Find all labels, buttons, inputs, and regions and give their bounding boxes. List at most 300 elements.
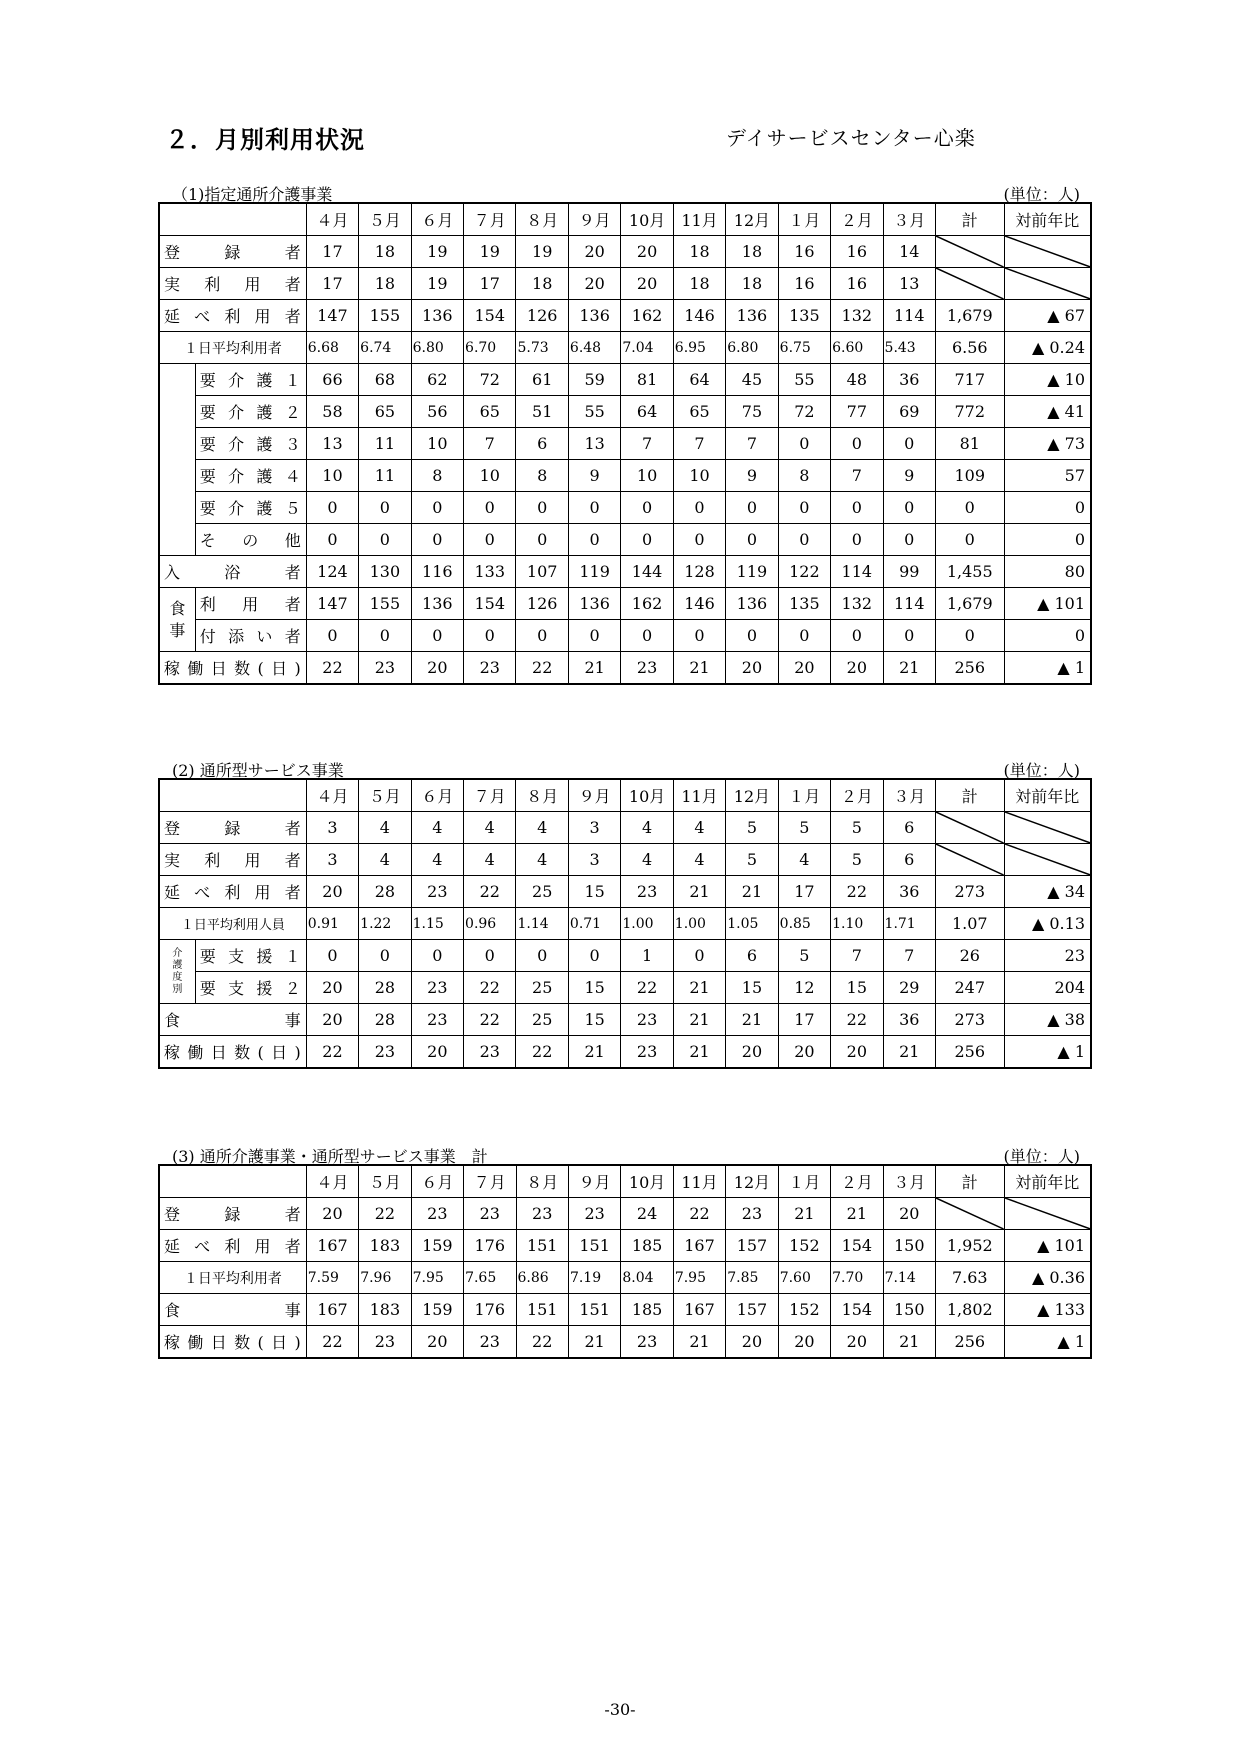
data-cell: 144 <box>621 556 673 588</box>
data-cell: 15 <box>568 972 620 1004</box>
data-cell: 273 <box>935 876 1004 908</box>
column-header: 対前年比 <box>1004 1165 1091 1198</box>
data-cell: 19 <box>516 236 568 268</box>
column-header: ２月 <box>831 779 883 812</box>
data-cell: 133 <box>464 556 516 588</box>
data-cell: 0 <box>411 524 463 556</box>
data-cell: 20 <box>306 1198 358 1230</box>
data-cell: 3 <box>306 812 358 844</box>
data-cell: 1.15 <box>411 908 463 940</box>
data-cell: 0 <box>673 620 725 652</box>
data-cell: 21 <box>673 972 725 1004</box>
data-cell: 14 <box>883 236 935 268</box>
data-cell: 146 <box>673 300 725 332</box>
data-cell: 20 <box>411 1326 463 1359</box>
data-cell: 0 <box>568 620 620 652</box>
data-cell: ▲ 1 <box>1004 652 1091 685</box>
column-header: １月 <box>778 779 830 812</box>
data-cell: 23 <box>359 652 411 685</box>
data-cell: 23 <box>464 1036 516 1069</box>
empty-diagonal-cell <box>936 1198 1005 1230</box>
row-label: 要支援１ <box>195 940 306 972</box>
row-label: 稼働日数(日) <box>159 1326 306 1359</box>
column-header: ６月 <box>411 203 463 236</box>
row-label: 実 利 用 者 <box>159 844 306 876</box>
row-label: 食 事 <box>159 1294 306 1326</box>
care-level-group-label <box>159 940 195 1004</box>
data-cell: 21 <box>568 1036 620 1069</box>
data-cell: ▲ 41 <box>1004 396 1091 428</box>
row-days <box>159 652 1091 685</box>
header-row <box>159 779 1091 812</box>
data-cell: 0 <box>464 940 516 972</box>
row-label: 実 利 用 者 <box>159 268 306 300</box>
column-header: ９月 <box>568 779 620 812</box>
row-care4 <box>159 460 1091 492</box>
row-label: 延べ利用者 <box>159 1230 306 1262</box>
data-cell: ▲ 1 <box>1004 1326 1091 1359</box>
data-cell: 75 <box>726 396 778 428</box>
empty-diagonal-cell <box>1004 812 1091 844</box>
data-cell: 0 <box>778 492 830 524</box>
data-cell: 167 <box>306 1230 358 1262</box>
row-avg <box>159 1262 1091 1294</box>
data-cell: 0 <box>568 492 620 524</box>
data-cell: 1.22 <box>359 908 411 940</box>
data-cell: 0 <box>359 620 411 652</box>
data-cell: 72 <box>778 396 830 428</box>
data-cell: 126 <box>516 588 568 620</box>
column-header: １月 <box>778 203 830 236</box>
data-cell: 7.70 <box>831 1262 883 1294</box>
data-cell: 4 <box>464 812 516 844</box>
row-label: １日平均利用者 <box>159 332 306 364</box>
data-cell: 21 <box>673 1036 725 1069</box>
data-cell: 21 <box>568 1326 620 1359</box>
data-cell: 80 <box>1004 556 1091 588</box>
data-cell: 116 <box>411 556 463 588</box>
data-cell: 136 <box>726 588 778 620</box>
data-cell: 7.96 <box>359 1262 411 1294</box>
data-cell: 55 <box>778 364 830 396</box>
section-heading: ２．月別利用状況 <box>165 126 365 154</box>
data-cell: 1 <box>621 940 673 972</box>
data-cell: 22 <box>359 1198 411 1230</box>
column-header: ３月 <box>883 1165 935 1198</box>
data-cell: 18 <box>516 268 568 300</box>
data-cell: ▲ 10 <box>1004 364 1091 396</box>
data-cell: 7.19 <box>568 1262 620 1294</box>
data-cell: 57 <box>1004 460 1091 492</box>
column-header: 12月 <box>726 1165 778 1198</box>
data-cell: 1,952 <box>936 1230 1005 1262</box>
data-cell: 17 <box>464 268 516 300</box>
row-tourokusha <box>159 236 1091 268</box>
data-cell: 21 <box>726 876 778 908</box>
data-cell: 0 <box>411 492 463 524</box>
data-cell: 0 <box>831 428 883 460</box>
column-header: 12月 <box>726 779 778 812</box>
data-cell: 0 <box>306 620 358 652</box>
data-cell: ▲ 1 <box>1004 1036 1091 1069</box>
data-cell: 0 <box>831 620 883 652</box>
data-cell: 0 <box>726 620 778 652</box>
data-cell: 7.63 <box>936 1262 1005 1294</box>
data-cell: 55 <box>568 396 620 428</box>
data-cell: 65 <box>464 396 516 428</box>
data-cell: 185 <box>621 1294 673 1326</box>
data-cell: 135 <box>778 588 830 620</box>
data-cell: 185 <box>621 1230 673 1262</box>
data-cell: 0 <box>568 940 620 972</box>
data-cell: 132 <box>831 588 883 620</box>
row-label: １日平均利用人員 <box>159 908 306 940</box>
data-cell: 23 <box>359 1036 411 1069</box>
data-cell: 22 <box>831 876 883 908</box>
data-cell: 22 <box>306 1036 358 1069</box>
data-cell: 1.10 <box>831 908 883 940</box>
column-header: ５月 <box>359 779 411 812</box>
data-cell: 17 <box>778 876 830 908</box>
data-cell: 21 <box>883 652 935 685</box>
row-label: 稼働日数(日) <box>159 1036 306 1069</box>
data-cell: 155 <box>359 300 411 332</box>
data-cell: 7.95 <box>673 1262 725 1294</box>
row-label: 利 用 者 <box>195 588 306 620</box>
care-level-group-cell <box>159 364 195 556</box>
data-cell: 6.56 <box>935 332 1004 364</box>
data-cell: 6.68 <box>306 332 358 364</box>
data-cell: 114 <box>883 300 935 332</box>
column-header: ７月 <box>464 779 516 812</box>
row-days <box>159 1326 1091 1359</box>
data-cell: 15 <box>568 876 620 908</box>
data-cell: 7.04 <box>621 332 673 364</box>
data-cell: 159 <box>411 1294 463 1326</box>
data-cell: 0.91 <box>306 908 358 940</box>
data-cell: 3 <box>568 812 620 844</box>
column-header: 10月 <box>621 203 673 236</box>
table1-section <box>158 182 1092 685</box>
data-cell: 0 <box>778 428 830 460</box>
column-header: ７月 <box>464 203 516 236</box>
data-cell: 1.14 <box>516 908 568 940</box>
data-cell: 8.04 <box>621 1262 673 1294</box>
column-header: ９月 <box>568 203 620 236</box>
data-cell: 6.74 <box>359 332 411 364</box>
data-cell: 23 <box>411 1004 463 1036</box>
data-cell: 8 <box>516 460 568 492</box>
data-cell: 9 <box>726 460 778 492</box>
data-cell: 22 <box>516 1036 568 1069</box>
table2 <box>158 778 1092 1069</box>
data-cell: 0 <box>935 524 1004 556</box>
data-cell: 176 <box>464 1294 516 1326</box>
column-header: ６月 <box>411 779 463 812</box>
table3-section <box>158 1144 1092 1359</box>
data-cell: ▲ 133 <box>1004 1294 1091 1326</box>
data-cell: 23 <box>1004 940 1091 972</box>
data-cell: 4 <box>411 812 463 844</box>
data-cell: 4 <box>673 812 725 844</box>
data-cell: 20 <box>726 652 778 685</box>
data-cell: 62 <box>411 364 463 396</box>
data-cell: 28 <box>359 972 411 1004</box>
data-cell: 22 <box>306 1326 358 1359</box>
data-cell: 36 <box>883 1004 935 1036</box>
data-cell: 66 <box>306 364 358 396</box>
column-header: ４月 <box>306 1165 358 1198</box>
column-header: ３月 <box>883 779 935 812</box>
row-jitsuriyo <box>159 844 1091 876</box>
data-cell: 8 <box>411 460 463 492</box>
data-cell: 5 <box>831 844 883 876</box>
data-cell: 157 <box>726 1230 778 1262</box>
data-cell: 6.95 <box>673 332 725 364</box>
data-cell: 18 <box>673 268 725 300</box>
data-cell: 1.00 <box>673 908 725 940</box>
data-cell: 6 <box>883 812 935 844</box>
data-cell: 19 <box>411 236 463 268</box>
row-days <box>159 1036 1091 1069</box>
data-cell: 107 <box>516 556 568 588</box>
row-label: 登 録 者 <box>159 1198 306 1230</box>
row-nobe <box>159 876 1091 908</box>
data-cell: 3 <box>568 844 620 876</box>
data-cell: 23 <box>464 1326 516 1359</box>
data-cell: 135 <box>778 300 830 332</box>
data-cell: 1.07 <box>935 908 1004 940</box>
data-cell: 23 <box>621 1036 673 1069</box>
data-cell: 5.43 <box>883 332 935 364</box>
data-cell: 20 <box>778 652 830 685</box>
data-cell: 114 <box>831 556 883 588</box>
data-cell: 1,679 <box>935 300 1004 332</box>
row-meal-attendant <box>159 620 1091 652</box>
data-cell: 4 <box>359 844 411 876</box>
data-cell: 0 <box>568 524 620 556</box>
table2-unit: (単位：人) <box>1003 761 1080 780</box>
data-cell: 69 <box>883 396 935 428</box>
data-cell: 0 <box>359 940 411 972</box>
column-header: ３月 <box>883 203 935 236</box>
empty-diagonal-cell <box>1004 844 1091 876</box>
data-cell: 159 <box>411 1230 463 1262</box>
data-cell: 56 <box>411 396 463 428</box>
data-cell: 6.60 <box>831 332 883 364</box>
data-cell: 151 <box>568 1294 620 1326</box>
data-cell: ▲ 101 <box>1004 1230 1091 1262</box>
data-cell: 0 <box>516 524 568 556</box>
header-row <box>159 1165 1091 1198</box>
column-header: ８月 <box>516 779 568 812</box>
column-header: ２月 <box>831 1165 883 1198</box>
data-cell: 18 <box>673 236 725 268</box>
data-cell: 7.95 <box>411 1262 463 1294</box>
data-cell: 20 <box>568 236 620 268</box>
data-cell: 147 <box>306 300 358 332</box>
data-cell: 717 <box>935 364 1004 396</box>
data-cell: 99 <box>883 556 935 588</box>
data-cell: 16 <box>778 268 830 300</box>
data-cell: 1.71 <box>883 908 935 940</box>
column-header: ８月 <box>516 203 568 236</box>
empty-diagonal-cell <box>935 844 1004 876</box>
data-cell: ▲ 101 <box>1004 588 1091 620</box>
row-label: その他 <box>195 524 306 556</box>
data-cell: 0 <box>673 492 725 524</box>
data-cell: 22 <box>464 876 516 908</box>
data-cell: 19 <box>411 268 463 300</box>
data-cell: 22 <box>621 972 673 1004</box>
empty-diagonal-cell <box>1004 268 1091 300</box>
data-cell: 81 <box>621 364 673 396</box>
data-cell: 20 <box>306 1004 358 1036</box>
data-cell: 0.85 <box>778 908 830 940</box>
data-cell: 22 <box>831 1004 883 1036</box>
organization-name: デイサービスセンター心楽 <box>726 126 976 150</box>
column-header: ４月 <box>306 779 358 812</box>
data-cell: 114 <box>883 588 935 620</box>
data-cell: 18 <box>726 236 778 268</box>
data-cell: 7 <box>464 428 516 460</box>
data-cell: 6.80 <box>726 332 778 364</box>
data-cell: 26 <box>935 940 1004 972</box>
data-cell: 23 <box>411 876 463 908</box>
data-cell: 10 <box>306 460 358 492</box>
data-cell: 7 <box>831 940 883 972</box>
data-cell: 24 <box>621 1198 673 1230</box>
data-cell: 0 <box>306 524 358 556</box>
data-cell: 183 <box>359 1230 411 1262</box>
data-cell: ▲ 38 <box>1004 1004 1091 1036</box>
row-label: 入 浴 者 <box>159 556 306 588</box>
column-header: 対前年比 <box>1004 203 1091 236</box>
data-cell: 22 <box>673 1198 725 1230</box>
data-cell: 18 <box>359 236 411 268</box>
data-cell: 7.85 <box>726 1262 778 1294</box>
column-header: 計 <box>935 779 1004 812</box>
data-cell: 17 <box>778 1004 830 1036</box>
data-cell: 147 <box>306 588 358 620</box>
column-header: 対前年比 <box>1004 779 1091 812</box>
data-cell: 136 <box>568 588 620 620</box>
page-number: -30- <box>604 1700 636 1719</box>
data-cell: 21 <box>778 1198 830 1230</box>
data-cell: 0 <box>1004 492 1091 524</box>
column-header: ５月 <box>359 1165 411 1198</box>
data-cell: 6.70 <box>464 332 516 364</box>
data-cell: 0 <box>411 620 463 652</box>
column-header: 11月 <box>673 779 725 812</box>
data-cell: 61 <box>516 364 568 396</box>
data-cell: 11 <box>359 428 411 460</box>
data-cell: 4 <box>516 844 568 876</box>
data-cell: 6.80 <box>411 332 463 364</box>
data-cell: 77 <box>831 396 883 428</box>
row-label: 登 録 者 <box>159 236 306 268</box>
row-meal <box>159 1294 1091 1326</box>
data-cell: 0 <box>778 620 830 652</box>
data-cell: 16 <box>778 236 830 268</box>
data-cell: 273 <box>935 1004 1004 1036</box>
data-cell: 152 <box>778 1230 830 1262</box>
data-cell: 0 <box>883 620 935 652</box>
data-cell: 124 <box>306 556 358 588</box>
data-cell: 23 <box>359 1326 411 1359</box>
data-cell: 155 <box>359 588 411 620</box>
row-meal <box>159 1004 1091 1036</box>
row-avg <box>159 332 1091 364</box>
data-cell: 16 <box>831 268 883 300</box>
data-cell: 23 <box>621 876 673 908</box>
data-cell: 22 <box>516 1326 568 1359</box>
data-cell: 7 <box>883 940 935 972</box>
data-cell: 154 <box>464 300 516 332</box>
data-cell: 20 <box>778 1036 830 1069</box>
meal-group-label <box>159 588 195 652</box>
data-cell: 157 <box>726 1294 778 1326</box>
data-cell: 4 <box>464 844 516 876</box>
data-cell: 20 <box>778 1326 830 1359</box>
data-cell: 5 <box>831 812 883 844</box>
data-cell: 5 <box>778 940 830 972</box>
data-cell: 16 <box>831 236 883 268</box>
data-cell: 13 <box>306 428 358 460</box>
column-header: 10月 <box>621 779 673 812</box>
data-cell: 21 <box>568 652 620 685</box>
table1 <box>158 202 1092 685</box>
data-cell: 28 <box>359 876 411 908</box>
empty-diagonal-cell <box>935 812 1004 844</box>
data-cell: 36 <box>883 876 935 908</box>
row-care3 <box>159 428 1091 460</box>
data-cell: 0 <box>411 940 463 972</box>
row-label: 要介護１ <box>195 364 306 396</box>
empty-diagonal-cell <box>935 236 1004 268</box>
data-cell: 25 <box>516 1004 568 1036</box>
data-cell: 0 <box>778 524 830 556</box>
column-header: ４月 <box>306 203 358 236</box>
data-cell: 21 <box>883 1326 935 1359</box>
data-cell: 5 <box>778 812 830 844</box>
data-cell: 0 <box>464 492 516 524</box>
data-cell: 72 <box>464 364 516 396</box>
data-cell: 59 <box>568 364 620 396</box>
data-cell: 21 <box>673 1004 725 1036</box>
data-cell: 4 <box>621 844 673 876</box>
row-label: 要介護２ <box>195 396 306 428</box>
data-cell: ▲ 73 <box>1004 428 1091 460</box>
data-cell: 9 <box>883 460 935 492</box>
data-cell: 12 <box>778 972 830 1004</box>
data-cell: 10 <box>673 460 725 492</box>
data-cell: 0 <box>831 492 883 524</box>
data-cell: 1,802 <box>936 1294 1005 1326</box>
data-cell: 1,455 <box>935 556 1004 588</box>
column-header: 10月 <box>621 1165 673 1198</box>
data-cell: 9 <box>568 460 620 492</box>
data-cell: 5.73 <box>516 332 568 364</box>
data-cell: 21 <box>673 1326 725 1359</box>
row-nobe <box>159 1230 1091 1262</box>
data-cell: 7 <box>831 460 883 492</box>
data-cell: 7.65 <box>464 1262 516 1294</box>
column-header: 計 <box>935 203 1004 236</box>
data-cell: 0 <box>726 492 778 524</box>
data-cell: 7 <box>726 428 778 460</box>
data-cell: 0 <box>935 620 1004 652</box>
